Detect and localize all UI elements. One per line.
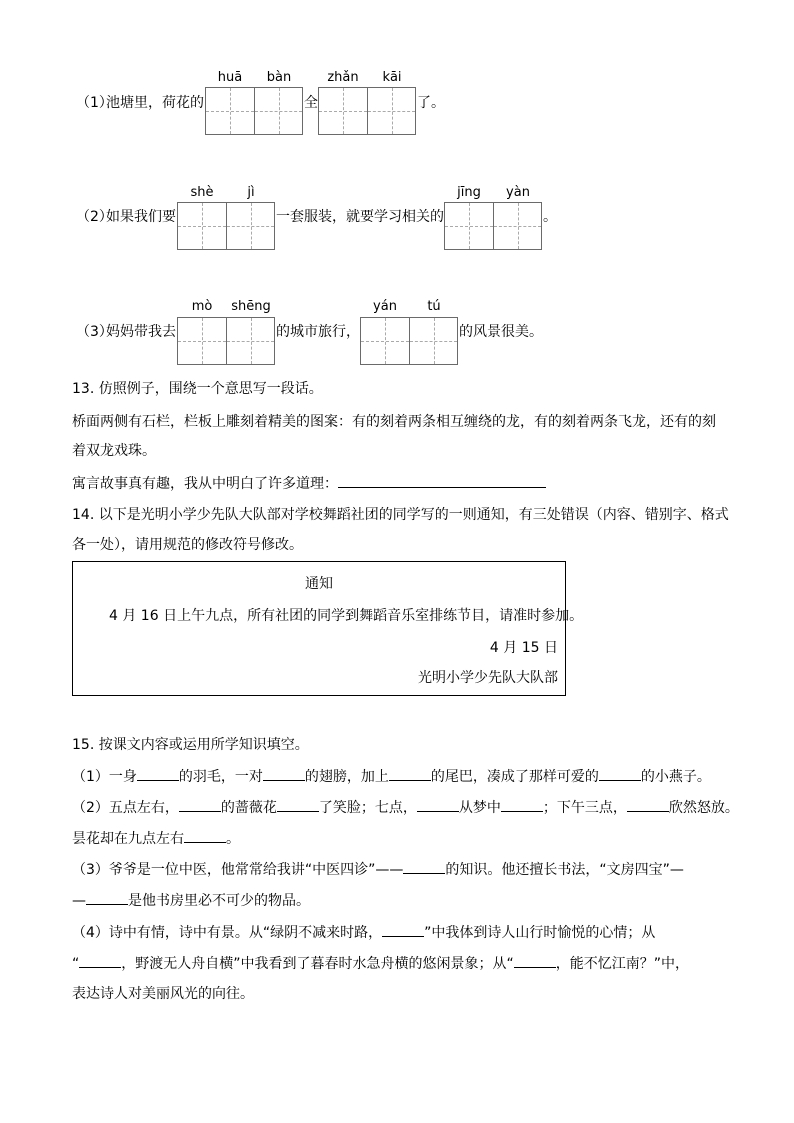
answer-blank[interactable] — [627, 797, 669, 812]
tianzige-cell[interactable] — [178, 203, 226, 249]
q15-part-4-end: 表达诗人对美丽风光的向往。 — [72, 986, 254, 1002]
tianzige-cell[interactable] — [319, 88, 367, 134]
q13-prompt: 寓言故事真有趣，我从中明白了许多道理： — [72, 476, 338, 492]
q13-title: 13. 仿照例子，围绕一个意思写一段话。 — [72, 381, 323, 397]
q15-text: 的翅膀，加上 — [304, 769, 389, 785]
answer-blank[interactable] — [86, 890, 128, 905]
tianzige-cell[interactable] — [493, 203, 541, 249]
q12-item-1-number: （1） — [76, 95, 113, 111]
q15-part-4 — [72, 922, 655, 943]
q15-text: （4）诗中有情，诗中有景。从“绿阴不减来时路， — [72, 925, 383, 941]
answer-blank[interactable] — [184, 828, 226, 843]
answer-blank[interactable] — [514, 953, 556, 968]
pinyin-label: huā — [217, 70, 243, 85]
q12-item-2-text-mid: 一套服装，就要学习相关的 — [276, 209, 444, 225]
pinyin-label: shè — [190, 185, 214, 200]
answer-blank[interactable] — [417, 797, 459, 812]
pinyin-label: yàn — [506, 185, 530, 200]
notice-signature: 光明小学少先队大队部 — [418, 670, 558, 686]
q15-text: ，野渡无人舟自横”中我看到了暮春时水急舟横的悠闲景象；从“ — [121, 956, 514, 972]
q12-item-3-text-post: 的风景很美。 — [459, 324, 543, 340]
answer-blank[interactable] — [79, 953, 121, 968]
answer-grid[interactable] — [444, 202, 542, 250]
pinyin-label: zhǎn — [327, 70, 359, 85]
q14-title-line-1: 14. 以下是光明小学少先队大队部对学校舞蹈社团的同学写的一则通知，有三处错误（内容、错别字、格式 — [72, 507, 729, 523]
answer-blank[interactable] — [403, 859, 445, 874]
q15-part-2-cont — [72, 828, 240, 849]
q15-text: ”中我体到诗人山行时愉悦的心情；从 — [424, 925, 656, 941]
q12-item-2-text-post: 。 — [543, 209, 557, 225]
tianzige-cell[interactable] — [409, 318, 457, 364]
answer-blank[interactable] — [263, 766, 305, 781]
answer-blank[interactable] — [338, 473, 546, 488]
q15-text: “ — [72, 956, 80, 972]
answer-blank[interactable] — [599, 766, 641, 781]
q15-text: （1）一身 — [72, 769, 137, 785]
tianzige-cell[interactable] — [367, 88, 415, 134]
notice-heading: 通知 — [305, 576, 333, 592]
answer-grid[interactable] — [318, 87, 416, 135]
q13-prompt-line — [72, 473, 546, 494]
pinyin-label: yán — [373, 299, 397, 314]
q15-text: 的小燕子。 — [640, 769, 711, 785]
q12-item-1-text-pre: 池塘里，荷花的 — [106, 95, 204, 111]
tianzige-cell[interactable] — [445, 203, 493, 249]
notice-body: 4 月 16 日上午九点，所有社团的同学到舞蹈音乐室排练节目，请准时参加。 — [109, 608, 584, 624]
pinyin-label: jì — [247, 185, 255, 200]
q15-text: 了笑脸；七点， — [318, 800, 417, 816]
q15-text: 从梦中 — [458, 800, 501, 816]
q15-text: 欣然怒放。 — [668, 800, 739, 816]
answer-blank[interactable] — [137, 766, 179, 781]
pinyin-label: shēng — [231, 299, 271, 314]
q15-part-4-cont — [72, 953, 689, 974]
q15-part-3-cont — [72, 890, 310, 911]
pinyin-label: kāi — [382, 70, 402, 85]
q15-text: 的羽毛，一对 — [178, 769, 263, 785]
answer-grid[interactable] — [177, 317, 275, 365]
q12-item-2-number: （2） — [76, 209, 113, 225]
q12-item-3-text-pre: 妈妈带我去 — [106, 324, 176, 340]
pinyin-label: bàn — [266, 70, 292, 85]
tianzige-cell[interactable] — [226, 203, 274, 249]
q12-item-1-text-mid: 全 — [304, 95, 318, 111]
q15-text: ；下午三点， — [542, 800, 627, 816]
pinyin-label: tú — [427, 299, 441, 314]
q15-text: 的蔷薇花 — [220, 800, 277, 816]
tianzige-cell[interactable] — [206, 88, 254, 134]
q12-item-3-text-mid: 的城市旅行， — [276, 324, 360, 340]
tianzige-cell[interactable] — [254, 88, 302, 134]
answer-grid[interactable] — [360, 317, 458, 365]
q12-item-2-text-pre: 如果我们要 — [106, 209, 176, 225]
q13-example-line-1: 桥面两侧有石栏，栏板上雕刻着精美的图案：有的刻着两条相互缠绕的龙，有的刻着两条飞龙，还有的刻 — [72, 414, 716, 430]
answer-blank[interactable] — [382, 922, 424, 937]
pinyin-label: jīng — [457, 185, 481, 200]
q15-title: 15. 按课文内容或运用所学知识填空。 — [72, 737, 309, 753]
q15-text: 。 — [226, 831, 240, 847]
notice-box — [72, 561, 584, 696]
q12-item-1-text-post: 了。 — [417, 95, 445, 111]
q14-title-line-2: 各一处），请用规范的修改符号修改。 — [72, 537, 303, 553]
answer-blank[interactable] — [389, 766, 431, 781]
tianzige-cell[interactable] — [226, 318, 274, 364]
notice-date: 4 月 15 日 — [489, 640, 558, 656]
q15-text: 的知识。他还擅长书法，“文房四宝”— — [445, 862, 684, 878]
q15-text: 是他书房里必不可少的物品。 — [128, 893, 310, 909]
q15-part-2 — [72, 797, 739, 818]
tianzige-cell[interactable] — [361, 318, 409, 364]
q13-example-line-2: 着双龙戏珠。 — [72, 443, 156, 459]
q15-text: 昙花却在九点左右 — [72, 831, 184, 847]
tianzige-cell[interactable] — [178, 318, 226, 364]
answer-blank[interactable] — [277, 797, 319, 812]
q15-text: （2）五点左右， — [72, 800, 179, 816]
answer-blank[interactable] — [501, 797, 543, 812]
q15-text: （3）爷爷是一位中医，他常常给我讲“中医四诊”—— — [72, 862, 404, 878]
answer-grid[interactable] — [205, 87, 303, 135]
q15-text: — — [72, 893, 86, 909]
answer-blank[interactable] — [179, 797, 221, 812]
q15-part-1 — [72, 766, 711, 787]
pinyin-label: mò — [191, 299, 213, 314]
q15-part-3 — [72, 859, 684, 880]
q15-text: ，能不忆江南？”中， — [555, 956, 690, 972]
q12-item-3-number: （3） — [76, 324, 113, 340]
answer-grid[interactable] — [177, 202, 275, 250]
q15-text: 的尾巴，凑成了那样可爱的 — [430, 769, 599, 785]
